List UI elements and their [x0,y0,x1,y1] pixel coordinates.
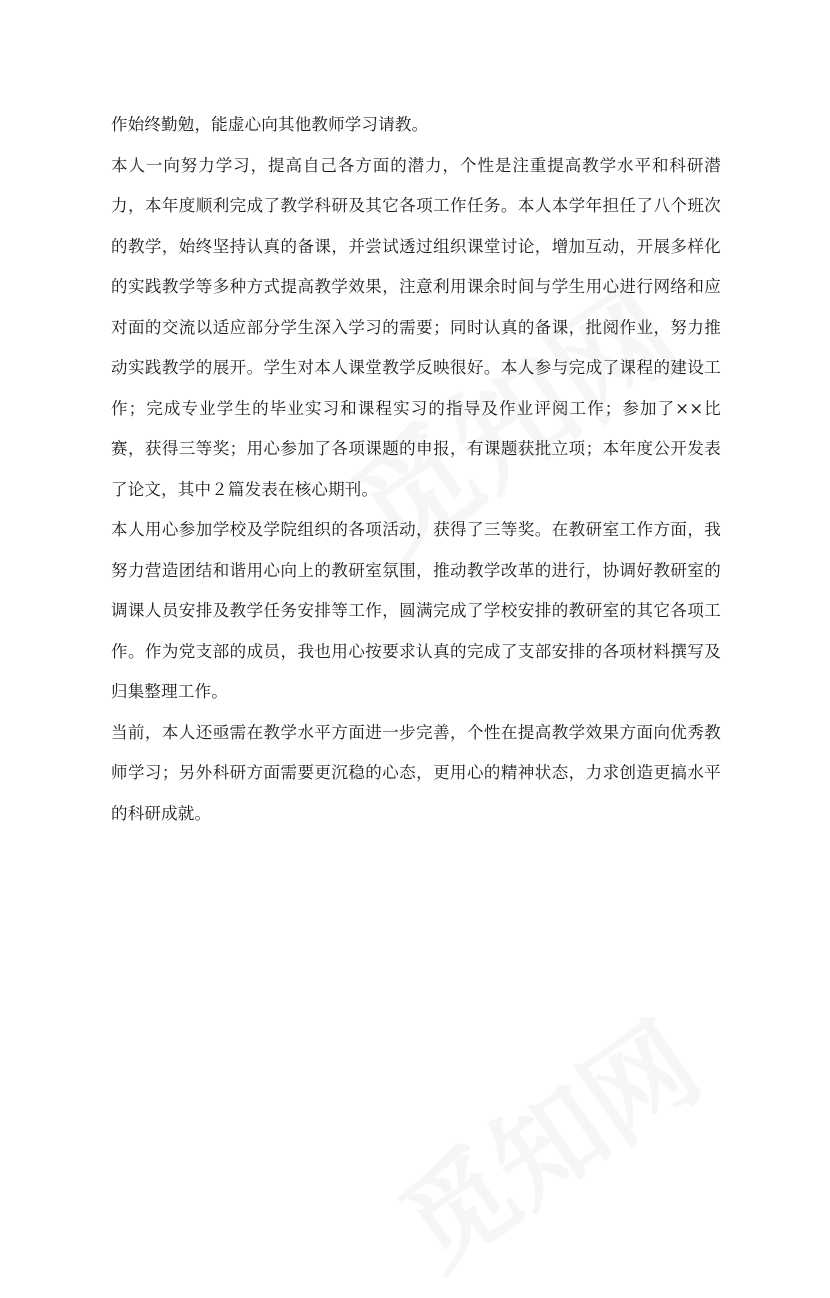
document-body [111,105,721,834]
paragraph: 当前，本人还亟需在教学水平方面进一步完善，个性在提高教学效果方面向优秀教师学习；另外科研方面需要更沉稳的心态，更用心的精神状态，力求创造更搞水平的科研成就。 [111,722,721,823]
paragraph: 作始终勤勉，能虚心向其他教师学习请教。 [111,115,429,134]
paragraph: 本人用心参加学校及学院组织的各项活动，获得了三等奖。在教研室工作方面，我努力营造团结和谐用心向上的教研室氛围，推动教学改革的进行，协调好教研室的调课人员安排及教学任务安排等工作，圆满完成了学校安排的教研室的其它各项工作。作为党支部的成员，我也用心按要求认真的完成了支部安排的各项材料撰写及归集整理工作。 [111,520,721,701]
watermark [365,980,726,1298]
paragraph: 本人一向努力学习，提高自己各方面的潜力，个性是注重提高教学水平和科研潜力，本年度顺利完成了教学科研及其它各项工作任务。本人本学年担任了八个班次的教学，始终坚持认真的备课，并尝试透过组织课堂讨论，增加互动，开展多样化的实践教学等多种方式提高教学效果，注意利用课余时间与学生用心进行网络和应对面的交流以适应部分学生深入学习的需要；同时认真的备课，批阅作业，努力推动实践教学的展开。学生对本人课堂教学反映很好。本人参与完成了课程的建设工作；完成专业学生的毕业实习和课程实习的指导及作业评阅工作；参加了××比赛，获得三等奖；用心参加了各项课题的申报，有课题获批立项；本年度公开发表了论文，其中２篇发表在核心期刊。 [111,155,721,499]
